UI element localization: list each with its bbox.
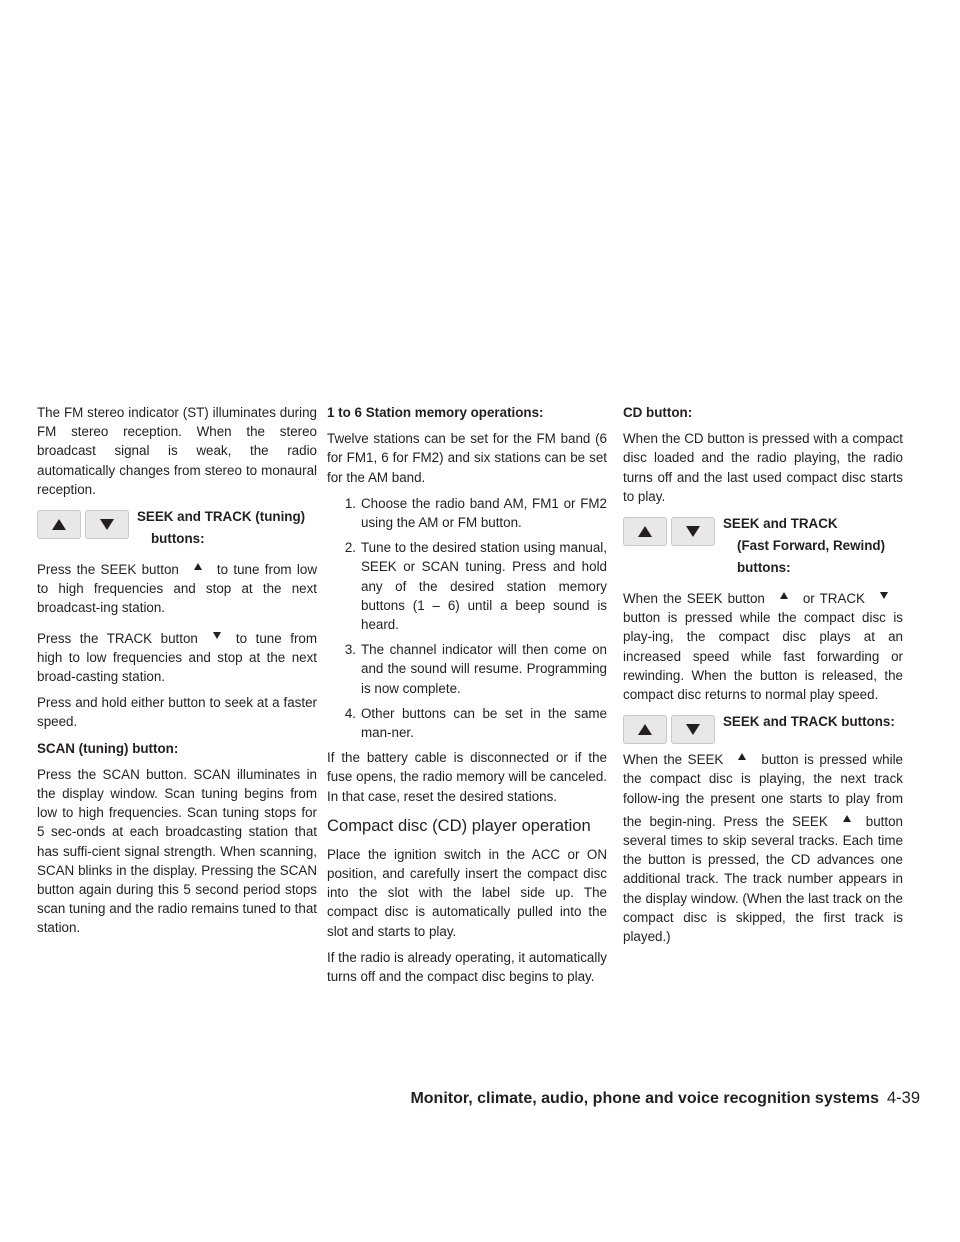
section-title: Monitor, climate, audio, phone and voice recognition systems xyxy=(410,1090,879,1107)
press-hold-paragraph: Press and hold either button to seek at a faster speed. xyxy=(37,695,317,730)
list-item: 3. The channel indicator will then come on and the sound will resume. Programming is now complete. xyxy=(344,642,607,696)
column-3 xyxy=(623,403,903,953)
seek-up-button xyxy=(37,510,81,539)
page-number: 4-39 xyxy=(886,1089,920,1107)
cd-button-paragraph: When the CD button is pressed with a compact disc loaded and the radio playing, the radio turns off and the last used compact disc starts to play. xyxy=(623,431,903,504)
triangle-down-icon xyxy=(686,724,700,735)
seek-button-paragraph: Press the SEEK button to tune from low to high frequencies and stop at the next broadcast-ing station. xyxy=(37,556,317,618)
triangle-down-icon xyxy=(100,519,114,530)
triangle-down-icon xyxy=(865,585,903,604)
list-item: 2. Tune to the desired station using manual, SEEK or SCAN tuning. Press and hold any of the desired station memory buttons (1 – 6) until a beep sound is heard. xyxy=(344,540,607,633)
seek-track-button-pair xyxy=(623,711,715,740)
page-footer xyxy=(410,1089,920,1108)
fast-forward-paragraph: When the SEEK button or TRACKbutton is pressed while the compact disc is play-ing, the compact disc plays at an increased speed while fast forwarding or rewinding. When the button is released, the compact disc returns to normal play speed. xyxy=(623,585,903,704)
scan-paragraph: Press the SCAN button. SCAN illuminates in the display window. Scan tuning begins from low to high frequencies. Scan tuning stops for 5 sec-onds at each broadcasting station that has suffi-cient signal strength. When scanning, SCAN blinks in the display. Pressing the SCAN button again during this 5 second period stops scan tuning and the radio remains tuned to that station. xyxy=(37,766,317,936)
radio-operating-paragraph: If the radio is already operating, it automatically turns off and the compact disc begins to play. xyxy=(327,949,607,985)
column-2 xyxy=(327,403,607,993)
triangle-up-icon xyxy=(638,526,652,537)
fast-forward-rewind-heading xyxy=(623,513,903,579)
triangle-down-icon xyxy=(198,625,236,644)
triangle-up-icon xyxy=(765,585,803,604)
track-down-button xyxy=(671,715,715,744)
ignition-paragraph: Place the ignition switch in the ACC or ON position, and carefully insert the compact disc into the slot with the label side up. The compact disc is automatically pulled into the slot and starts to play. xyxy=(327,846,607,939)
seek-track-tuning-heading xyxy=(37,506,317,550)
battery-paragraph: If the battery cable is disconnected or if the fuse opens, the radio memory will be canceled. In that case, reset the desired stations. xyxy=(327,750,607,804)
track-down-button xyxy=(671,517,715,546)
station-memory-heading: 1 to 6 Station memory operations: xyxy=(327,405,544,420)
seek-track-buttons-heading xyxy=(623,711,903,740)
triangle-down-icon xyxy=(686,526,700,537)
cd-player-heading: Compact disc (CD) player operation xyxy=(327,815,591,835)
skip-track-paragraph: When the SEEK button is pressed while the compact disc is playing, the next track follow-ing the present one starts to play from the begin-ning. Press the SEEK button several times to skip several tracks. Each time the button is pressed, the CD advances one additional track. The track number appears in the display window. (When the last track on the compact disc is skipped, the first track is played.) xyxy=(623,746,903,946)
list-item: 4. Other buttons can be set in the same man-ner. xyxy=(344,705,607,741)
column-1 xyxy=(37,403,317,945)
triangle-up-icon xyxy=(723,746,761,765)
triangle-up-icon xyxy=(638,724,652,735)
fm-stereo-paragraph: The FM stereo indicator (ST) illuminates during FM stereo reception. When the stereo broadcast signal is weak, the radio automatically changes from stereo to monaural reception. xyxy=(37,405,317,497)
triangle-up-icon xyxy=(179,556,217,575)
seek-track-button-pair xyxy=(37,506,129,535)
seek-track-buttons-label: SEEK and TRACK buttons: xyxy=(723,714,895,730)
seek-up-button xyxy=(623,517,667,546)
track-button-paragraph: Press the TRACK button to tune from high to low frequencies and stop at the next broad-casting station. xyxy=(37,625,317,687)
track-down-button xyxy=(85,510,129,539)
triangle-up-icon xyxy=(828,808,866,827)
station-memory-paragraph: Twelve stations can be set for the FM band (6 for FM1, 6 for FM2) and six stations can be set for the AM band. xyxy=(327,431,607,485)
memory-steps-list xyxy=(327,494,607,742)
cd-button-heading: CD button: xyxy=(623,405,693,420)
scan-heading: SCAN (tuning) button: xyxy=(37,740,179,756)
seek-up-button xyxy=(623,715,667,744)
seek-track-tuning-label: SEEK and TRACK (tuning) buttons: xyxy=(137,509,306,547)
seek-track-button-pair xyxy=(623,513,715,542)
list-item: 1. Choose the radio band AM, FM1 or FM2 using the AM or FM button. xyxy=(344,495,607,531)
triangle-up-icon xyxy=(52,519,66,530)
fast-forward-rewind-label: SEEK and TRACK (Fast Forward, Rewind) buttons: xyxy=(723,516,886,576)
